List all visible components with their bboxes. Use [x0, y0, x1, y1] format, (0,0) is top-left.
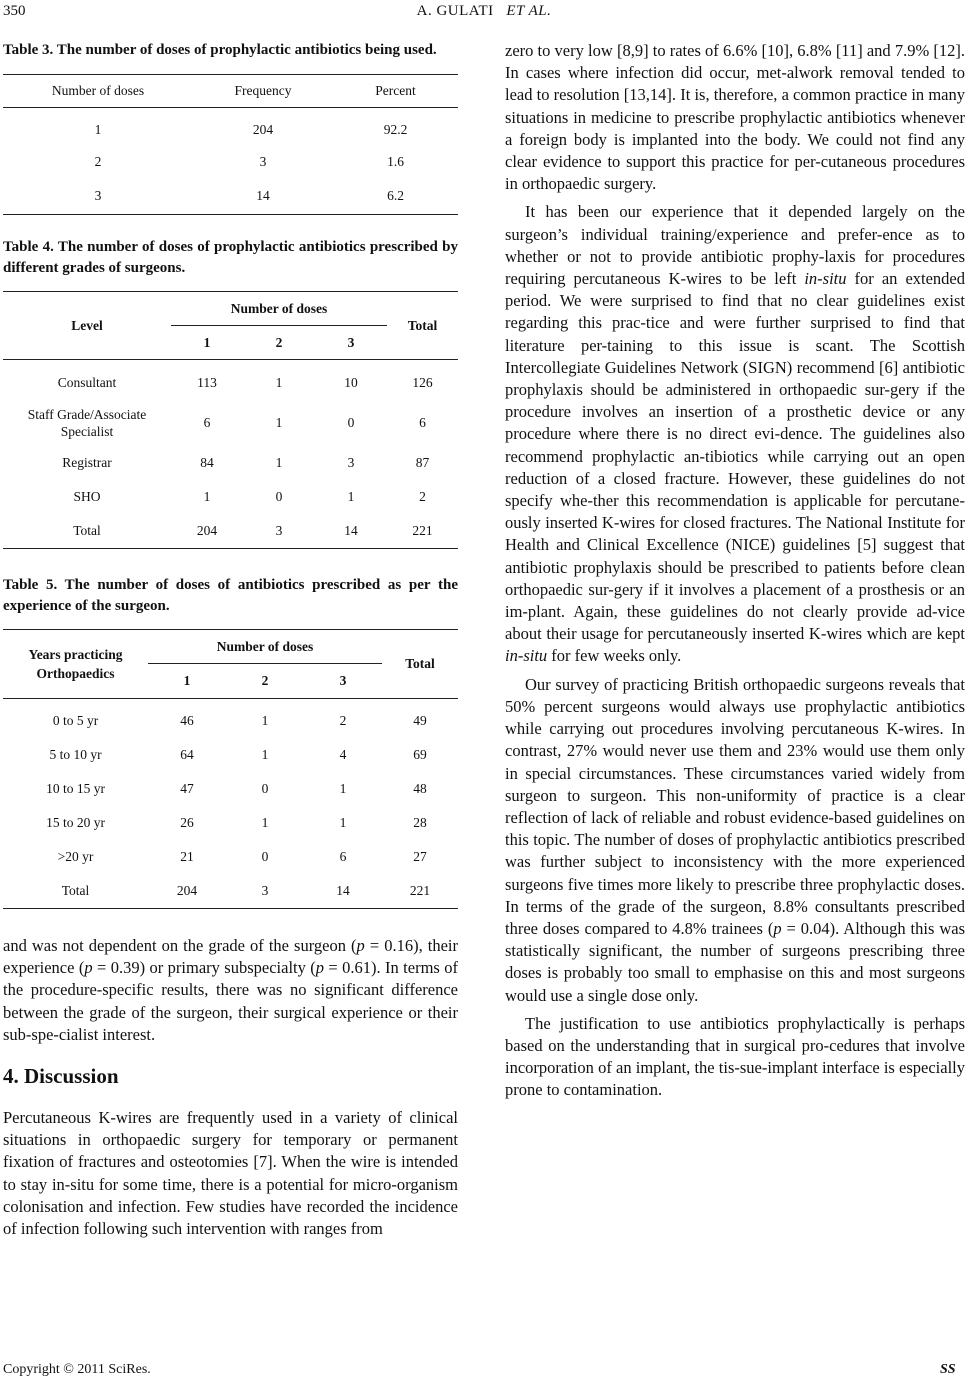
table-cell: 27 [413, 848, 427, 864]
table5-header-total: Total [382, 630, 458, 699]
table-cell: 84 [200, 454, 214, 470]
copyright-notice: Copyright © 2011 SciRes. [3, 1362, 151, 1377]
table-row [3, 446, 458, 480]
table-cell: SHO [73, 488, 101, 504]
table-row [3, 514, 458, 549]
table-cell: 49 [413, 713, 427, 729]
table-row [3, 400, 458, 446]
table-cell: 48 [413, 780, 427, 796]
table4 [3, 291, 458, 549]
discussion-paragraph-2: zero to very low [8,9] to rates of 6.6% [10], 6.8% [11] and 7.9% [12]. In cases where infection did occur, met-alwork removal tended to lead to resolution [13,14]. It is, therefore, a common practice in many situations in medicine to prescribe prophylactic antibiotics whenever a foreign body is implanted into the body. We could not find any clear evidence to support this practice for per-cutaneous procedures in orthopaedic surgery. [505, 41, 965, 194]
p-symbol: p [84, 958, 93, 978]
table-row [3, 360, 458, 400]
table3 [3, 74, 458, 215]
table-row [3, 772, 458, 806]
table-cell: 3 [275, 522, 283, 538]
table-cell: 0 to 5 yr [52, 713, 99, 729]
discussion-paragraph-5: The justification to use antibiotics prophylactically is perhaps based on the understanding that in surgical pro-cedures that involve incorporation of an implant, the tis-sue-implant interface is especially prone to contamination. [505, 1013, 965, 1100]
table-row [3, 179, 458, 215]
table-cell: 1 [203, 488, 211, 504]
table-cell: 221 [409, 882, 431, 898]
table-cell: Consultant [57, 374, 117, 390]
table-cell: 21 [180, 848, 194, 864]
table-row [3, 874, 458, 909]
italic-in-situ: in-situ [804, 269, 847, 289]
table-cell: 14 [256, 188, 270, 204]
table-row [3, 480, 458, 514]
table-cell: 1 [261, 713, 269, 729]
table5-header-dose-3: 3 [304, 664, 382, 699]
text-run: = 0.39) or primary subspecialty ( [92, 958, 316, 978]
table-cell: 1.6 [387, 153, 404, 169]
table-cell: 6 [339, 848, 347, 864]
table-cell: 14 [336, 882, 350, 898]
table-cell: 6 [419, 414, 426, 430]
table-cell: 1 [261, 814, 269, 830]
table-cell: 47 [180, 780, 194, 796]
table-cell: 0 [275, 488, 283, 504]
table-cell: 1 [339, 780, 347, 796]
table-row [3, 840, 458, 874]
running-title [0, 3, 968, 20]
running-title-authors: A. GULATI [416, 3, 494, 19]
table3-header-percent: Percent [375, 83, 416, 98]
table4-header-total: Total [387, 292, 458, 360]
table-cell: 3 [347, 454, 355, 470]
section-heading-discussion: 4. Discussion [3, 1064, 119, 1089]
table-cell: 126 [412, 374, 433, 390]
table3-header-frequency: Frequency [234, 83, 292, 98]
table-cell: 5 to 10 yr [49, 746, 102, 762]
results-paragraph [3, 935, 458, 1046]
table4-header-group: Number of doses [171, 292, 387, 326]
page-number: 350 [3, 3, 26, 19]
table-cell: Total [73, 522, 101, 538]
table-cell: Staff Grade/Associate Specialist [27, 406, 147, 439]
table-row [3, 738, 458, 772]
table-cell: 113 [197, 374, 217, 390]
table4-header-dose-1: 1 [171, 326, 243, 360]
table5-header-years: Years practicing Orthopaedics [3, 630, 148, 699]
text-run: Our survey of practicing British orthopaedic surgeons reveals that 50% percent surgeons would always use prophylactic antibiotics while carrying out procedures involving percutaneous K-wires. In contrast, 27% would never use them and 23% would use them only in special circumstances. These circumstances varied widely from surgeon to surgeon. This non-uniformity of practice is a clear reflection of lack of reliable and robust evidence-based guidelines on this topic. The number of doses of prophylactic antibiotics prescribed was further subject to inconsistency with the more experienced surgeons five times more likely to prescribe three prophylactic doses. In terms of the grade of the surgeon, 8.8% consultants prescribed three doses compared to 4.8% trainees ( [505, 674, 965, 938]
table3-caption: Table 3. The number of doses of prophylactic antibiotics being used. [3, 42, 437, 58]
table-cell: 1 [275, 454, 283, 470]
table-cell: 6 [203, 414, 211, 430]
table5-header-dose-1: 1 [148, 664, 226, 699]
table3-header-doses: Number of doses [51, 83, 145, 98]
text-run: for few weeks only. [547, 646, 682, 666]
table-cell: 204 [176, 882, 198, 898]
table-cell: 0 [347, 414, 355, 430]
table-cell: 92.2 [383, 122, 408, 138]
table-cell: 3 [261, 882, 269, 898]
table-row [3, 108, 458, 145]
text-run: It has been our experience that it depended largely on the surgeon’s individual training/experience and prefer-ence as to whether or not to provide antibiotic prophy-laxis for procedures requiring percutaneous K-wires to be left [505, 202, 965, 289]
table-row [3, 699, 458, 738]
table-cell: 10 to 15 yr [46, 780, 105, 796]
table4-caption: Table 4. The number of doses of prophylactic antibiotics prescribed by different grades of surgeons. [3, 239, 458, 276]
table-cell: 64 [180, 746, 194, 762]
table-cell: 6.2 [387, 188, 404, 204]
table-cell: 2 [94, 153, 102, 169]
text-run: = 0.61). In terms of the procedure-specific results, there was no significant difference between the grade of the surgeon, their surgical experience or their sub-spe-cialist interest. [3, 958, 458, 1044]
table-cell: 10 [344, 374, 358, 390]
table4-header-level: Level [3, 292, 171, 360]
p-symbol: p [773, 918, 782, 938]
table-cell: 87 [415, 454, 430, 470]
table5-header-group: Number of doses [148, 630, 382, 664]
table-row [3, 145, 458, 179]
table4-header-row-1 [3, 292, 458, 326]
p-symbol: p [356, 936, 365, 955]
table5-header-dose-2: 2 [226, 664, 304, 699]
text-run: and was not dependent on the grade of the surgeon ( [3, 936, 357, 955]
table-cell: 3 [259, 153, 267, 169]
table4-header-dose-2: 2 [243, 326, 315, 360]
table-cell: 1 [347, 488, 355, 504]
table-cell: 28 [413, 814, 427, 830]
table-cell: 204 [196, 522, 218, 538]
running-title-et-al: ET AL. [506, 3, 552, 19]
text-run: = 0.16), their experience ( [3, 936, 458, 978]
discussion-paragraph-4 [505, 674, 965, 1007]
text-run: = 0.04). Although this was statistically significant, the number of surgeons prescribing three doses is probably too small to emphasise on this and most surgeons would use a single dose only. [505, 918, 965, 1005]
table4-header-dose-3: 3 [315, 326, 387, 360]
table-cell: 0 [261, 848, 269, 864]
table-cell: 1 [275, 374, 283, 390]
table-cell: 3 [94, 188, 102, 204]
table-cell: 15 to 20 yr [46, 814, 105, 830]
discussion-paragraph-3 [505, 201, 965, 667]
table-cell: >20 yr [57, 848, 94, 864]
left-column [3, 40, 458, 1240]
table-cell: 204 [252, 122, 274, 138]
table-cell: Registrar [62, 454, 112, 470]
table5-caption: Table 5. The number of doses of antibiotics prescribed as per the experience of the surgeon. [3, 577, 458, 614]
table-cell: 221 [412, 522, 433, 538]
right-column [505, 40, 965, 1102]
table-cell: 14 [344, 522, 358, 538]
table-cell: 1 [94, 122, 102, 138]
table3-header-row [3, 75, 458, 108]
table5-header-row-1 [3, 630, 458, 664]
table-cell: 2 [339, 713, 347, 729]
discussion-paragraph-1: Percutaneous K-wires are frequently used in a variety of clinical situations in orthopaedic surgery for temporary or permanent fixation of fractures and osteotomies [7]. When the wire is intended to stay in-situ for some time, there is a potential for micro-organism colonisation and infection. Few studies have recorded the incidence of infection following such intervention with ranges from [3, 1108, 458, 1239]
table-cell: 1 [275, 414, 283, 430]
table-cell: 4 [339, 746, 347, 762]
table-cell: 1 [261, 746, 269, 762]
text-run: for an extended period. We were surprised to find that no clear guidelines exist regarding this prac-tice and were further surprised to find that literature per-taining to this issue is scant. The Scottish Intercollegiate Guidelines Network (SIGN) recommend [6] antibiotic prophylaxis should be administered in orthopaedic sur-gery if the procedure involves an insertion of a prosthetic device or any procedure where there is no direct evi-dence. The guidelines also recommend prophylactic an-tibiotics while carrying out an open reduction of a closed fracture. However, these guidelines do not specify whe-ther this recommendation is applicable for percutane-ously inserted K-wires for closed fractures. The National Institute for Health and Clinical Excellence (NICE) guidelines [5] suggest that antibiotic prophylaxis should be prescribed to patients before clean orthopaedic sur-gery if it involves a placement of a prosthesis or an im-plant. Again, these guidelines do not clearly provide ad-vice about their usage for percutaneously inserted K-wires which are kept [505, 269, 965, 644]
table-cell: 0 [261, 780, 269, 796]
table-cell: 1 [339, 814, 347, 830]
table-cell: 46 [180, 713, 194, 729]
table-cell: Total [61, 882, 90, 898]
table-row [3, 806, 458, 840]
table-cell: 69 [413, 746, 427, 762]
italic-in-situ: in-situ [505, 646, 548, 666]
p-symbol: p [315, 958, 325, 978]
table5 [3, 629, 458, 909]
journal-abbrev: SS [940, 1362, 956, 1377]
table-cell: 2 [419, 488, 426, 504]
table-cell: 26 [180, 814, 194, 830]
